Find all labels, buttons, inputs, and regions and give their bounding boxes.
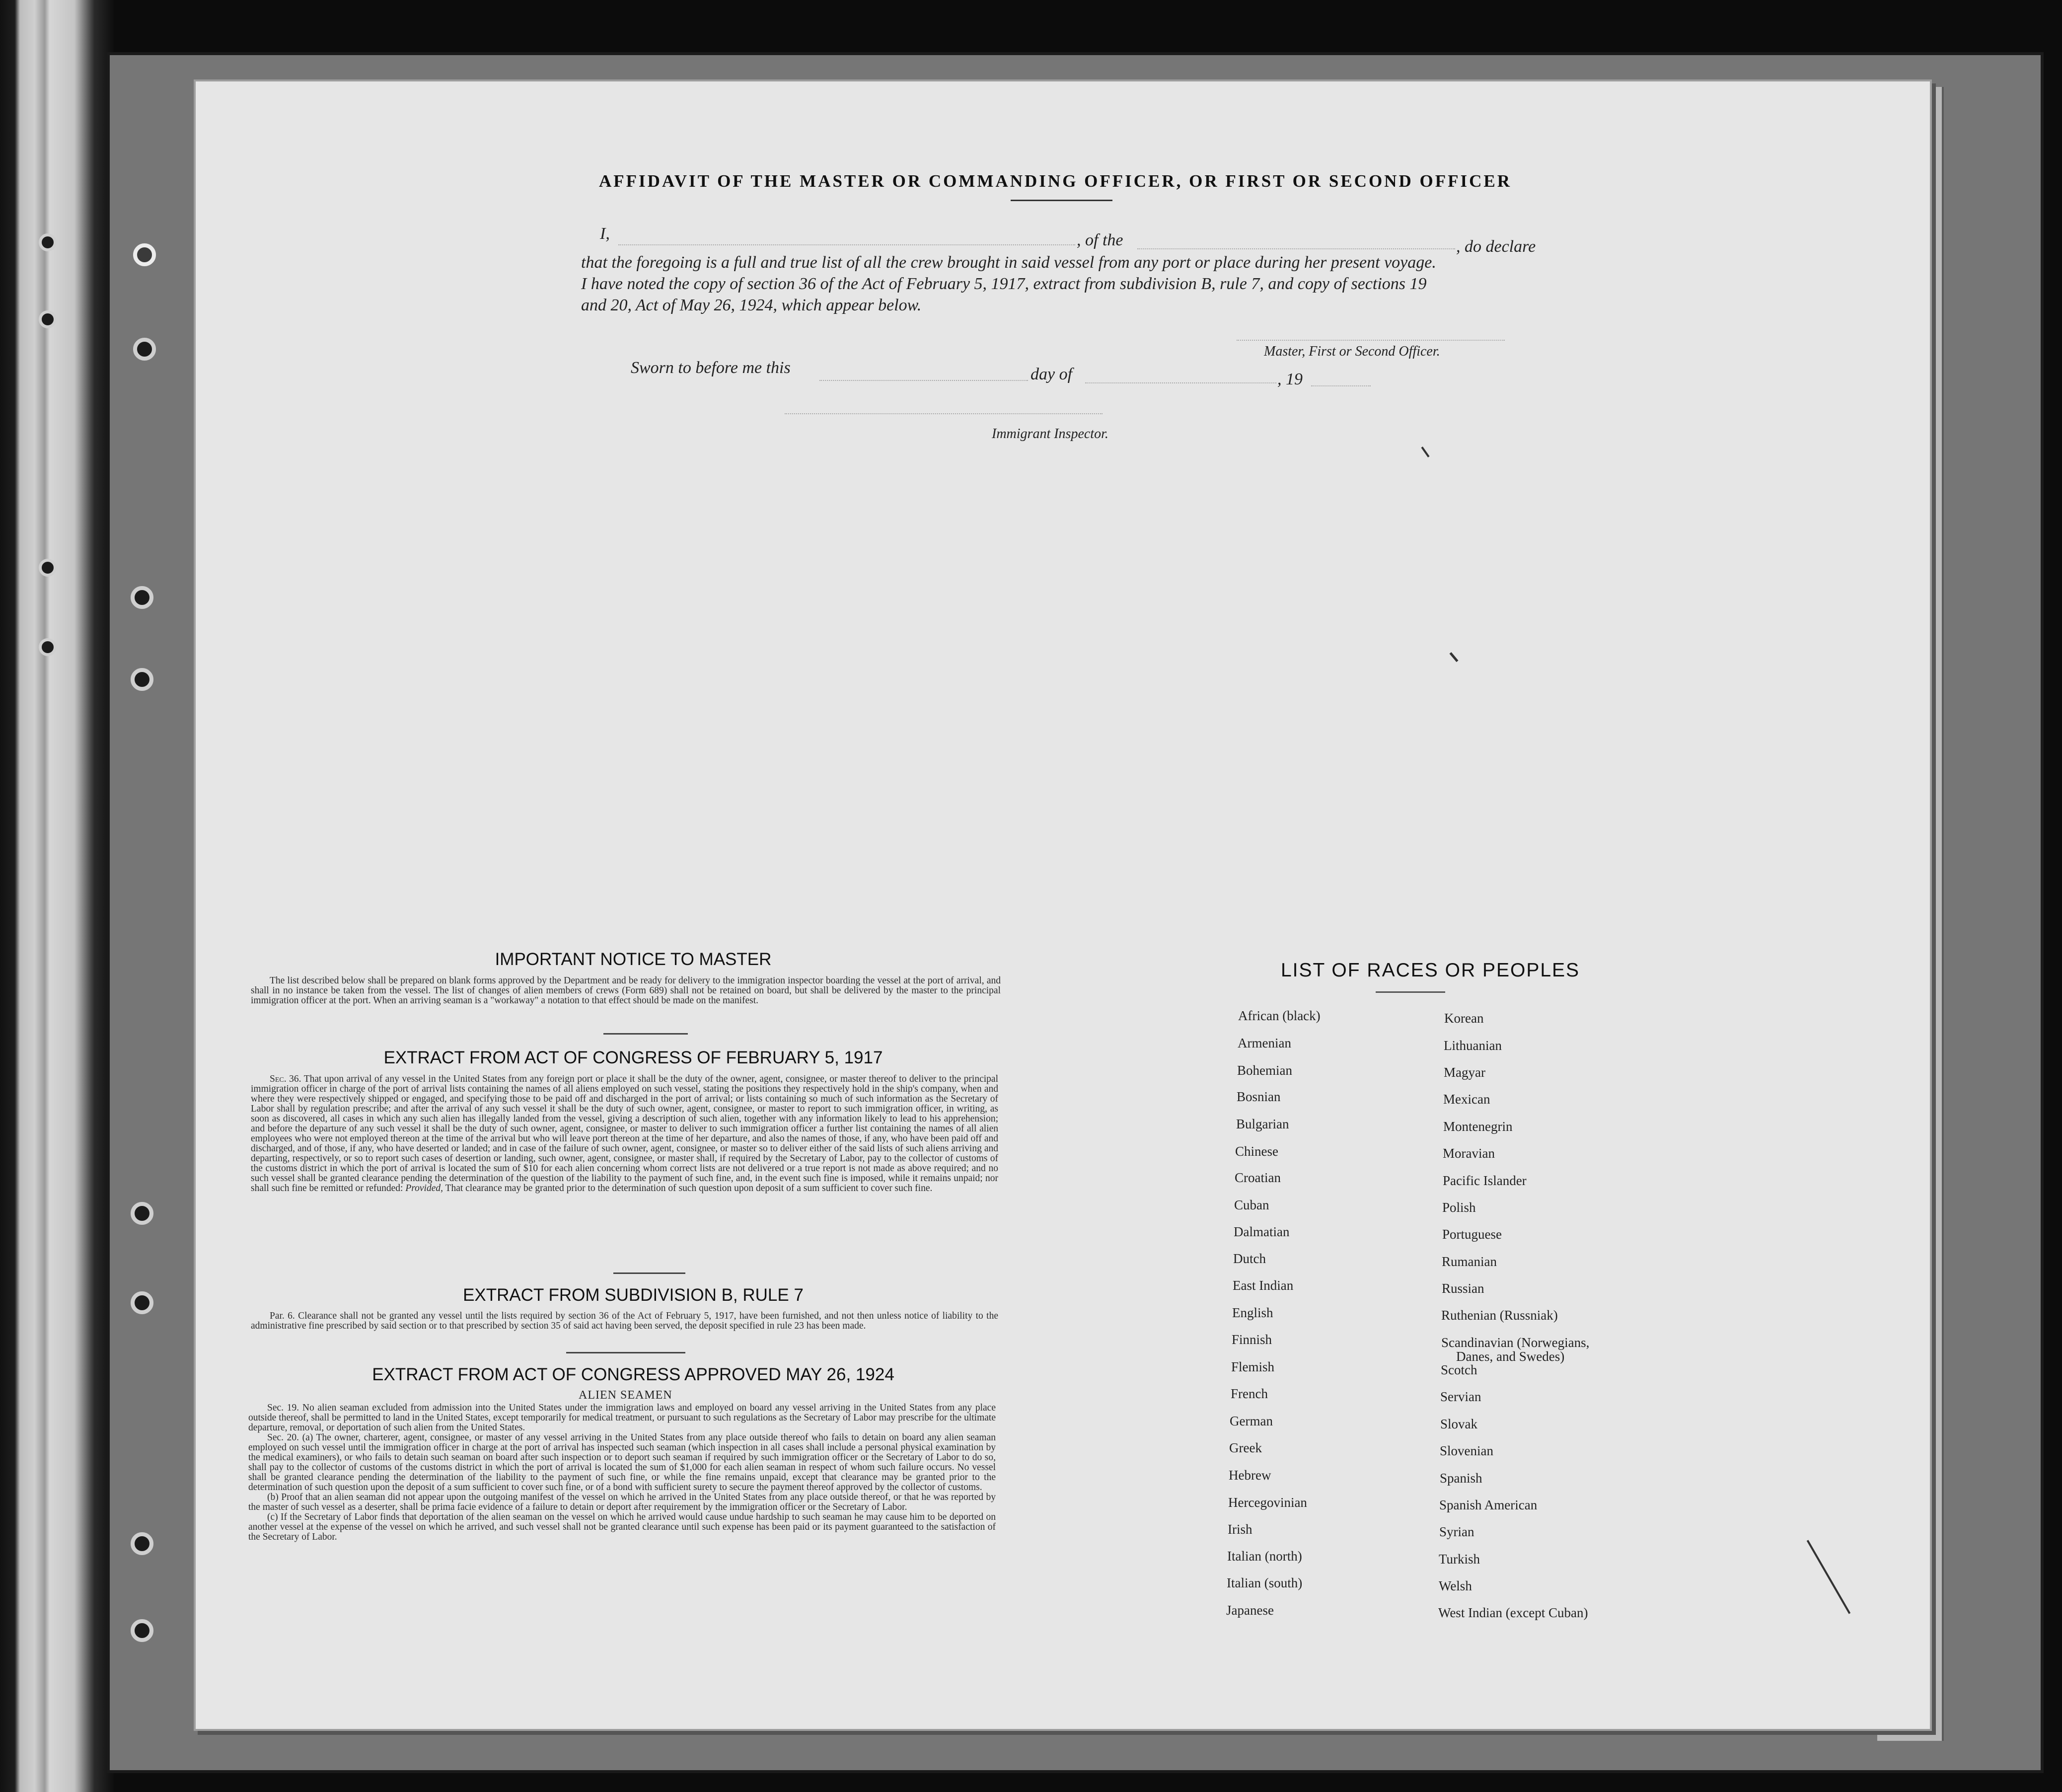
extract-1917-heading: EXTRACT FROM ACT OF CONGRESS OF FEBRUARY 5, 1917 [383, 1048, 883, 1067]
binder-hole-icon [39, 638, 57, 656]
sec20c-paragraph: (c) If the Secretary of Labor finds that deportation of the alien seaman on the vessel on which he arrived would cause undue hardship to such seaman he may cause him to be deported on another vessel at the expense of the vessel on which he arrived, and such vessel shall not be granted clearance until such expense has been paid or its payment guaranteed to the satisfaction of the Secretary of Labor. [248, 1512, 996, 1542]
race-item: German [1230, 1414, 1273, 1428]
sworn-day-of: day of [1031, 365, 1073, 383]
race-item: Mexican [1443, 1092, 1490, 1107]
race-item: Korean [1444, 1011, 1484, 1026]
binder-hole-icon [131, 1619, 153, 1642]
race-item: Syrian [1439, 1524, 1474, 1539]
master-signature-blank[interactable] [1237, 340, 1505, 341]
race-item: Bulgarian [1236, 1117, 1289, 1131]
inspector-signature-blank[interactable] [785, 413, 1103, 414]
races-heading: LIST OF RACES OR PEOPLES [1280, 960, 1580, 981]
race-item: Italian (north) [1227, 1549, 1302, 1564]
race-item: Portuguese [1442, 1227, 1502, 1242]
sworn-year-prefix: , 19 [1277, 370, 1303, 388]
affidavit-of-the: , of the [1077, 231, 1123, 249]
title-divider [1011, 200, 1112, 201]
race-item: Japanese [1226, 1603, 1274, 1618]
race-item: Greek [1229, 1440, 1262, 1455]
sworn-year-blank[interactable] [1311, 385, 1371, 386]
notice-paragraph: The list described below shall be prepared on blank forms approved by the Department and be ready for delivery to the immigration inspector boarding the vessel at the port of arrival, and shall in no instance be taken from the vessel. The list of changes of alien members of crews (Form 689) shall not be retained on board, but shall be delivered by the master to the principal immigration officer at the port. When an arriving seaman is a "workaway" a notation to that effect should be made on the manifest. [251, 975, 1001, 1006]
race-item: Armenian [1238, 1036, 1291, 1050]
binder-hole-icon [131, 1202, 153, 1225]
race-item: Rumanian [1442, 1254, 1497, 1269]
race-item: Welsh [1439, 1578, 1472, 1593]
race-item: Scotch [1441, 1362, 1477, 1377]
race-item: Hercegovinian [1228, 1495, 1307, 1510]
race-item: Danes, and Swedes) [1456, 1349, 1565, 1364]
sworn-month-blank[interactable] [1085, 382, 1276, 383]
race-item: Dalmatian [1234, 1224, 1290, 1239]
extract-1917-text [251, 1074, 998, 1194]
race-item: Spanish American [1439, 1497, 1538, 1512]
sworn-day-blank[interactable] [819, 380, 1028, 381]
race-item: Slovenian [1440, 1443, 1493, 1458]
vessel-name-blank[interactable] [1137, 248, 1455, 249]
extract-rule7-heading: EXTRACT FROM SUBDIVISION B, RULE 7 [463, 1285, 804, 1305]
binder-hole-icon [131, 668, 153, 691]
section-divider [566, 1352, 685, 1353]
extract-1924-text [248, 1403, 996, 1542]
section-divider [613, 1272, 685, 1274]
race-item: Servian [1440, 1389, 1481, 1404]
race-item: East Indian [1233, 1278, 1294, 1293]
officer-name-blank[interactable] [618, 244, 1075, 245]
sworn-prefix: Sworn to before me this [631, 359, 791, 377]
extract-1924-heading: EXTRACT FROM ACT OF CONGRESS APPROVED MAY 26, 1924 [372, 1365, 894, 1384]
race-item: Moravian [1443, 1146, 1495, 1161]
race-item: French [1231, 1386, 1268, 1401]
sec20b-paragraph: (b) Proof that an alien seaman did not appear upon the outgoing manifest of the vessel on which he arrived in the United States from any place outside thereof, or that he was reported by the master of such vessel as a deserter, shall be prima facie evidence of a failure to detain or deport after requirement by the immigration officer or the Secretary of Labor. [248, 1492, 996, 1512]
sec19-paragraph: Sec. 19. No alien seaman excluded from admission into the United States under the immigration laws and employed on board any vessel arriving in the United States from any place outside thereof, shall be permitted to land in the United States, except temporarily for medical treatment, or pursuant to such regulations as the Secretary of Labor may prescribe for the ultimate departure, removal, or deportation of such alien from the United States. [248, 1403, 996, 1433]
race-item: Scandinavian (Norwegians, [1441, 1335, 1590, 1350]
binder-hole-icon [39, 559, 57, 577]
race-item: West Indian (except Cuban) [1438, 1605, 1588, 1620]
section-divider [603, 1033, 688, 1035]
sec36-text-end: That clearance may be granted prior to the determination of such question upon deposit of a sum sufficient to cover such fine. [445, 1183, 933, 1194]
race-item: Finnish [1232, 1332, 1272, 1347]
sec20a-paragraph: Sec. 20. (a) The owner, charterer, agent, consignee, or master of any vessel arriving in the United States from any place outside thereof who fails to detain on board any alien seaman employed on such vessel until the immigration officer in charge at the port of arrival has inspected such seaman (which inspection in all cases shall include a personal physical examination by the medical examiners), or who fails to detain such seaman on board after such inspection or to deport such seaman if required by such immigration officer or the Secretary of Labor to do so, shall pay to the collector of customs of the customs district in which the port of arrival is located the sum of $1,000 for each alien seaman in respect of whom such failure occurs. No vessel shall be granted clearance pending the determination of the liability to the payment of such fine, or while the fine remains unpaid, except that clearance may be granted prior to the determination of such question upon the deposit of a sum sufficient to cover such fine, or of a bond with sufficient surety to secure the payment thereof approved by the collector of customs. [248, 1432, 996, 1493]
races-divider [1376, 991, 1445, 993]
race-item: Polish [1442, 1200, 1476, 1215]
race-item: Slovak [1440, 1417, 1478, 1431]
race-item: Dutch [1233, 1251, 1266, 1266]
binder-hole-icon [133, 338, 156, 361]
race-item: English [1232, 1305, 1273, 1320]
affidavit-body-line-2: I have noted the copy of section 36 of the Act of February 5, 1917, extract from subdivision B, rule 7, and copy of sections 19 [581, 275, 1427, 293]
race-item: Magyar [1444, 1065, 1485, 1080]
race-item: African (black) [1238, 1008, 1321, 1023]
sec36-label: Sec. 36. [270, 1074, 301, 1084]
affidavit-body-line-3: and 20, Act of May 26, 1924, which appear below. [581, 296, 922, 314]
race-item: Pacific Islander [1443, 1173, 1527, 1188]
race-item: Chinese [1235, 1144, 1278, 1159]
affidavit-i-prefix: I, [600, 224, 610, 243]
notice-heading: IMPORTANT NOTICE TO MASTER [495, 950, 772, 969]
race-item: Montenegrin [1443, 1119, 1513, 1134]
binder-edge [0, 0, 114, 1792]
binder-hole-icon [131, 1291, 153, 1314]
alien-seamen-subheading: ALIEN SEAMEN [579, 1389, 672, 1402]
rule7-paragraph: Par. 6. Clearance shall not be granted any vessel until the lists required by section 36 of the Act of February 5, 1917, have been furnished, and not then unless notice of liability to the administrative fine prescribed by said section or to that prescribed by section 35 of said act having been served, the deposit specified in rule 23 has been made. [251, 1311, 998, 1331]
affidavit-title: AFFIDAVIT OF THE MASTER OR COMMANDING OFFICER, OR FIRST OR SECOND OFFICER [599, 171, 1512, 191]
master-caption: Master, First or Second Officer. [1264, 344, 1440, 359]
race-item: Bosnian [1237, 1089, 1281, 1104]
binder-hole-icon [39, 310, 57, 328]
race-item: Irish [1228, 1522, 1252, 1537]
affidavit-body-line-1: that the foregoing is a full and true list of all the crew brought in said vessel from any port or place during her present voyage. [581, 253, 1436, 272]
affidavit-do-declare: , do declare [1456, 237, 1536, 256]
sec36-text: That upon arrival of any vessel in the United States from any foreign port or place it shall be the duty of the owner, agent, consignee, or master thereof to deliver to the principal immigration officer in charge of the port of arrival lists containing the names of all aliens employed on such vessel, stating the positions they respectively hold in the ship's company, when and where they were respectively shipped or engaged, and specifying those to be paid off and discharged in the port of arrival; or lists containing so much of such information as the Secretary of Labor shall by regulation prescribe; and after the arrival of any such vessel it shall be the duty of such owner, agent, consignee, or master to report to such immigration officer, in writing, as soon as discovered, all cases in which any such alien has illegally landed from the vessel, giving a description of such alien, together with any information likely to lead to his apprehension; and before the departure of any such vessel it shall be the duty of such owner, agent, consignee, or master to deliver to such immigration officer a further list containing the names of all alien employees who were not employed thereon at the time of the arrival but who will leave port thereon at the time of her departure, and also the names of those, if any, who have been paid off and discharged, and of those, if any, who have deserted or landed; and in case of the failure of such owner, agent, consignee, or master so to deliver either of the said lists of such aliens arriving and departing, respectively, or so to report such cases of desertion or landing, such owner, agent, consignee, or master shall, if required by the Secretary of Labor, pay to the collector of customs of the customs district in which the port of arrival is located the sum of $10 for each alien concerning whom correct lists are not delivered or a true report is not made as above required; and no such vessel shall be granted clearance pending the determination of the question of the liability to the payment of such fine, and, in the event such fine is imposed, while it remains unpaid; nor shall such fine be remitted or refunded: [251, 1074, 998, 1194]
race-item: Russian [1442, 1281, 1484, 1296]
race-item: Flemish [1231, 1359, 1275, 1374]
race-item: Cuban [1234, 1197, 1269, 1212]
race-item: Turkish [1439, 1552, 1480, 1567]
race-item: Hebrew [1229, 1468, 1271, 1483]
inspector-caption: Immigrant Inspector. [992, 426, 1108, 442]
notice-text [251, 976, 1001, 1006]
binder-hole-icon [133, 243, 156, 266]
race-item: Croatian [1235, 1170, 1281, 1185]
race-item: Bohemian [1237, 1063, 1292, 1078]
provided-word: Provided, [405, 1183, 443, 1194]
race-item: Ruthenian (Russniak) [1441, 1308, 1558, 1323]
race-item: Spanish [1440, 1471, 1482, 1486]
binder-hole-icon [131, 1532, 153, 1555]
binder-hole-icon [131, 586, 153, 609]
race-item: Lithuanian [1444, 1038, 1502, 1053]
race-item: Italian (south) [1227, 1575, 1303, 1590]
binder-hole-icon [39, 233, 57, 251]
extract-rule7-text [251, 1311, 998, 1331]
